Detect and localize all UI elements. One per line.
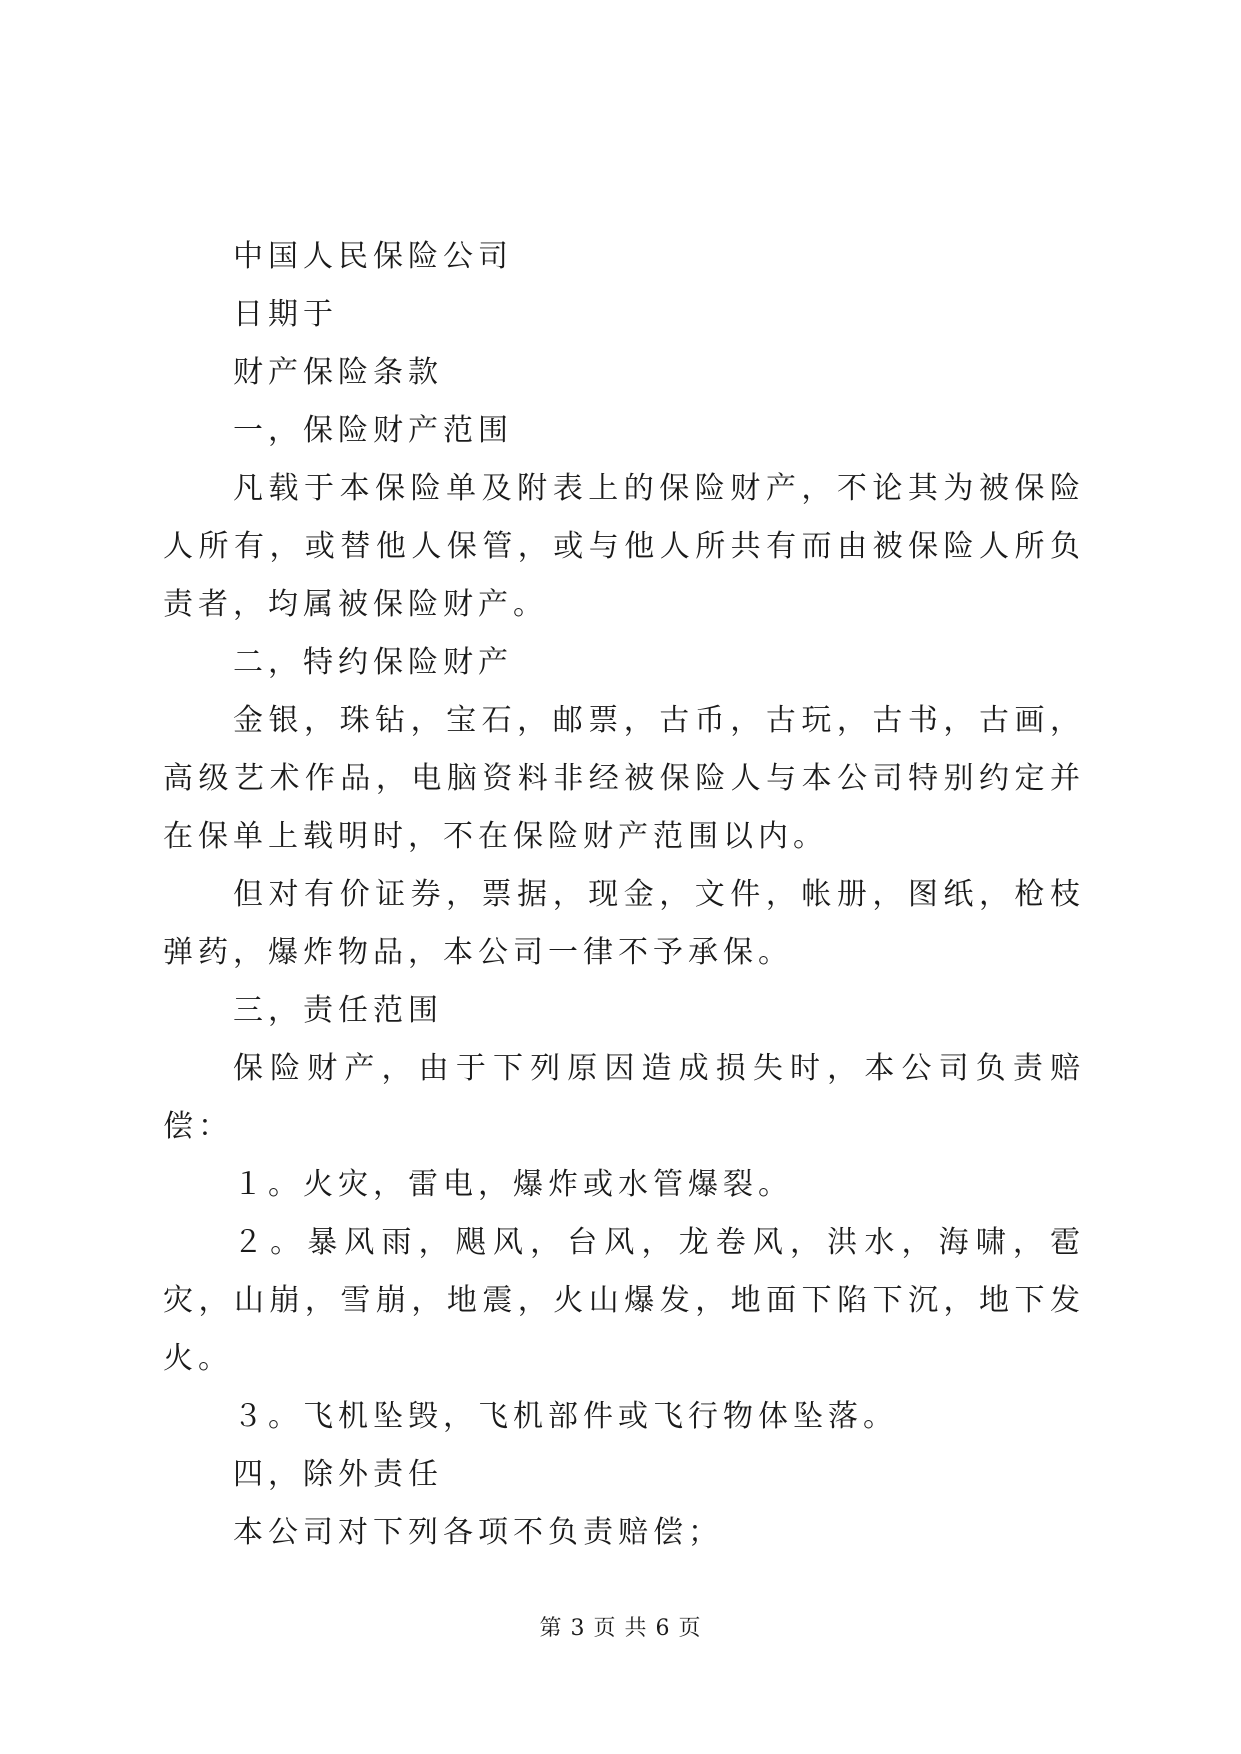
- paragraph-date: 日期于: [233, 297, 338, 332]
- paragraph-section-1: 凡载于本保险单及附表上的保险财产，不论其为被保险人所有，或替他人保管，或与他人所共有而由被保险人所负责者，均属被保险财产。: [163, 471, 1085, 622]
- section-heading-4: 四，除外责任: [233, 1457, 443, 1492]
- list-item-2: ２。暴风雨，飓风，台风，龙卷风，洪水，海啸，雹灾，山崩，雪崩，地震，火山爆发，地面下陷下沉，地下发火。: [163, 1225, 1085, 1376]
- document-body: [163, 228, 1085, 1562]
- list-item-1: １。火灾，雷电，爆炸或水管爆裂。: [233, 1167, 793, 1202]
- section-heading-2: 二，特约保险财产: [233, 645, 513, 680]
- page-number-footer: 第 3 页 共 6 页: [539, 1616, 702, 1641]
- paragraph-section-3: 保险财产，由于下列原因造成损失时，本公司负责赔偿：: [163, 1051, 1085, 1144]
- section-heading-1: 一，保险财产范围: [233, 413, 513, 448]
- list-item-3: ３。飞机坠毁，飞机部件或飞行物体坠落。: [233, 1399, 898, 1434]
- paragraph-title: 财产保险条款: [233, 355, 443, 390]
- section-heading-3: 三，责任范围: [233, 993, 443, 1028]
- paragraph-company: 中国人民保险公司: [233, 239, 513, 274]
- paragraph-section-2a: 金银，珠钻，宝石，邮票，古币，古玩，古书，古画，高级艺术作品，电脑资料非经被保险人与本公司特别约定并在保单上载明时，不在保险财产范围以内。: [163, 703, 1085, 854]
- paragraph-section-4: 本公司对下列各项不负责赔偿；: [233, 1515, 723, 1550]
- paragraph-section-2b: 但对有价证券，票据，现金，文件，帐册，图纸，枪枝弹药，爆炸物品，本公司一律不予承保。: [163, 877, 1085, 970]
